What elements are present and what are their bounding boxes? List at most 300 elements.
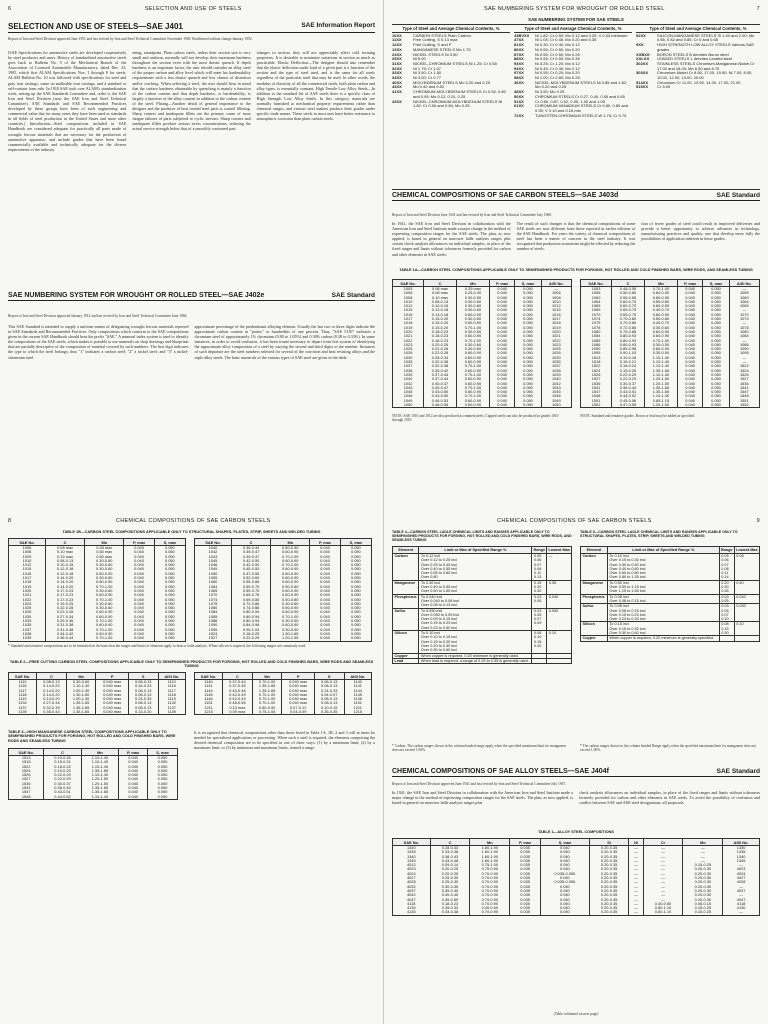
table-cell: 0.050 xyxy=(340,550,371,554)
table-cell: 0.30-0.60 xyxy=(85,576,124,580)
table-cell: 0.60-0.90 xyxy=(644,330,677,334)
table-cell: 1005 xyxy=(393,287,424,292)
table-cell: 0.70-0.90 xyxy=(470,898,510,902)
table-cell: 0.25-0.40 xyxy=(456,291,489,295)
table-cell: 1522 xyxy=(729,364,759,368)
table-cell: 0.75-1.00 xyxy=(470,863,510,867)
table-cell: 0.040 xyxy=(677,343,702,347)
table-cell: 0.72-0.86 xyxy=(231,602,270,606)
table-cell: 1023 xyxy=(9,602,46,606)
table-cell: — xyxy=(729,356,759,360)
table-cell: 1141 xyxy=(195,684,223,688)
table-cell: 0.050 xyxy=(515,287,541,292)
table-cell: 0.040 xyxy=(489,334,514,338)
ladle-limits-table xyxy=(580,546,760,642)
page-number: 7 xyxy=(756,6,760,12)
table-cell xyxy=(547,658,572,663)
table-cell: 0.035 xyxy=(510,893,541,897)
table-cell: 0.10-0.15 xyxy=(314,706,344,710)
steel-code: 12XX xyxy=(392,42,402,48)
table-cell: 0.050 xyxy=(703,287,729,292)
table-cell: 0.040 xyxy=(677,386,702,390)
numbering-system-table xyxy=(392,24,760,190)
table-cell: 0.47-0.55 xyxy=(231,572,270,576)
table-cell: 0.040 xyxy=(310,606,340,610)
table-cell: — xyxy=(643,880,683,884)
table-cell: 0.60-0.90 xyxy=(85,632,124,636)
steel-code: 302XX xyxy=(636,60,649,66)
table-cell: 1015 xyxy=(393,308,424,312)
body-column: This SAE Standard is intended to supply a uniform means of designating wrought ferrous materials reported in SAE Standards and Recommended Practices. Only compositions which conform to the SAE compositions given in the current SAE Handbook should bear the prefix "SAE." A numeral index system is used to identify the compositions of the SAE steels, which makes it possible to use numerals on shop drawings and blueprints that are partially descriptive of the composition of material covered by such numbers. The first digit indicates the type to which the steel belongs; thus "1" indicates a carbon steel; "2" a nickel steel; and "3" a nickel-chromium steel. xyxy=(8,324,189,360)
table-row xyxy=(393,658,572,663)
table-cell: 0.040 xyxy=(124,610,154,614)
table-cell: 0.040 xyxy=(677,300,702,304)
table-cell: 1552 xyxy=(729,403,759,408)
table-cell: 0.60-0.90 xyxy=(271,559,310,563)
table-cell: 0.050 xyxy=(703,308,729,312)
table-cell: 4037 xyxy=(393,889,431,893)
table-cell: 1526 xyxy=(581,373,612,377)
table-cell: 1017 xyxy=(393,317,424,321)
element-name: Sulfur xyxy=(581,604,608,622)
steel-code: 34XX xyxy=(392,75,402,81)
table-cell: 0.60-0.90 xyxy=(85,610,124,614)
table-cell: 0.040 xyxy=(489,390,514,394)
table-cell: 0.42-0.49 xyxy=(223,697,253,701)
table-cell: 1146 xyxy=(195,697,223,701)
table-cell: 4047 xyxy=(393,898,431,902)
table-cell: 0.08-0.13 xyxy=(128,706,158,710)
table-cell: 0.40-0.48 xyxy=(223,689,253,693)
table-cell: 0.30-0.60 xyxy=(456,308,489,312)
table-cell: 0.70-1.00 xyxy=(85,628,124,632)
column-header: Ni xyxy=(629,839,643,846)
table-cell: 0.040 xyxy=(119,765,148,769)
table-cell: 0.040 xyxy=(310,559,340,563)
table-cell: 1078 xyxy=(195,602,232,606)
table-cell: — xyxy=(729,287,759,292)
table-cell: 0.80-0.93 xyxy=(612,343,645,347)
table-cell: 1119 xyxy=(9,697,37,701)
body-column: In 1941, the SAE Iron and Steel Division in collaboration with the American Iron and Steel Institute made a major change in the method of expressing composition ranges for the SAE steels. The plan, as now applied, is based in general on narrower ladle analysis ranges plus xyxy=(392,790,573,806)
element-name: Carbon xyxy=(581,554,608,581)
table-cell: 0.040 xyxy=(310,610,340,614)
steel-type: NICKEL STEELS Ni 3.50 xyxy=(413,51,458,57)
column-header: SAE No. xyxy=(9,673,37,680)
table-cell: 0.20-0.30 xyxy=(683,893,723,897)
table-cell: 0.035 xyxy=(510,863,541,867)
table-cell: 0.60-0.90 xyxy=(456,360,489,364)
table-cell: 1042 xyxy=(541,382,571,386)
table-cell: 1026 xyxy=(9,610,46,614)
table-cell: 0.040 xyxy=(489,330,514,334)
table-cell: 0.60-0.90 xyxy=(456,313,489,317)
table-cell: 0.050 xyxy=(340,623,371,627)
table-cell: 0.040 max xyxy=(96,706,128,710)
table-cell xyxy=(719,636,734,641)
table-cell: 0.15 max xyxy=(45,555,84,559)
body-columns xyxy=(392,221,760,265)
body-column: approximate percentage of the predominant alloying element. Usually the last two or three digits indicate the approximate carbon content in "points" or hundredths of one percent. Thus, "SAE 5130" indicates a chromium steel of approximately 1% chromium (0.80 to 1.05%) and 0.30% carbon (0.28 to 0.33%). In some instances, in order to avoid confusion, it has been found necessary to depart from this system of identifying the approximate alloy composition of a steel by varying the second and third digits of the number. Instances of such departure are the steel numbers selected for several of the corrosion and heat resisting alloys and the triple alloy steels. The basic numerals of the various types of SAE steel are given in the table. xyxy=(194,324,375,360)
table-cell: 1.60-1.90 xyxy=(470,855,510,859)
steel-code: 50XX xyxy=(514,93,524,99)
table-cell: 0.040 xyxy=(310,546,340,551)
table-cell: 0.43-0.51 xyxy=(612,390,645,394)
table-cell: 0.17-0.23 xyxy=(45,593,84,597)
table-cell: 0.60-0.90 xyxy=(644,296,677,300)
table-cell: 1018 xyxy=(393,321,424,325)
table-cell: 0.040 xyxy=(124,619,154,623)
table-cell: 0.040 xyxy=(677,369,702,373)
table-footnote: * The carbon ranges shown in the column headed Range apply when the specified maximum limit for manganese does not exceed 1.00%. xyxy=(580,744,757,753)
table-cell: 1526 xyxy=(729,373,759,377)
table-cell: — xyxy=(629,867,643,871)
steel-type: NICKEL-CHROMIUM STEELS Ni 1.25; Cr 0.65 xyxy=(413,60,497,66)
table-cell: 0.50-0.60 xyxy=(612,291,645,295)
table-cell: 0.70-0.80 xyxy=(612,317,645,321)
table-cell: 0.040 xyxy=(677,291,702,295)
column-header: P, max xyxy=(119,749,148,756)
table-cell: 1335 xyxy=(393,850,431,854)
page-6 xyxy=(0,0,384,512)
table-cell: 0.040 xyxy=(310,593,340,597)
table-cell: 0.80-0.93 xyxy=(612,339,645,343)
table-cell: 0.50 max xyxy=(85,550,124,554)
table-cell: 0.20-0.25 xyxy=(430,872,470,876)
table-cell: 0.60-0.90 xyxy=(456,403,489,408)
table-cell: 1086 xyxy=(195,619,232,623)
table-cell: 1008 xyxy=(541,296,571,300)
table-cell: 1037 xyxy=(541,364,571,368)
element-name: Manganese xyxy=(581,580,608,594)
table-cell: 0.040 xyxy=(677,373,702,377)
table-cell: 0.08-0.13 xyxy=(314,684,344,688)
table-cell: 1030 xyxy=(9,615,46,619)
table-cell: 1040 xyxy=(195,546,232,551)
table-cell: 0.60-0.90 xyxy=(456,377,489,381)
table-cell: 1006 xyxy=(9,546,46,551)
steel-type: Ni 5.00 xyxy=(413,56,426,62)
table-cell: 0.040 xyxy=(541,859,590,863)
table-cell: 0.050 xyxy=(340,563,371,567)
bottom-spread xyxy=(0,512,768,1024)
table-cell: 0.20-0.35 xyxy=(589,885,629,889)
table-cell: 1065 xyxy=(581,304,612,308)
table-cell: 0.040 xyxy=(124,589,154,593)
column-header: Limit or Max of Specified Range % xyxy=(419,547,532,554)
table-cell: 0.08 max xyxy=(45,546,84,551)
table-cell: 0.20-0.30 xyxy=(683,898,723,902)
table-cell: 0.10-0.16 xyxy=(44,756,81,761)
table-cell: 0.050 xyxy=(515,351,541,355)
table-cell: 1144 xyxy=(195,689,223,693)
steel-code: XXBXX xyxy=(636,51,650,57)
table-cell: 0.35 xyxy=(547,580,572,594)
table-cell: When copper is required, 0.20 minimum is generally specified. xyxy=(607,636,719,641)
table-cell: 0.20-0.30 xyxy=(683,880,723,884)
table-cell: 1045 xyxy=(195,559,232,563)
table-cell: 0.10-0.16 xyxy=(612,356,645,360)
column-header: Mn xyxy=(271,539,310,546)
table-cell: 0.10-0.15 xyxy=(424,304,457,308)
table-cell: 0.08 0.15 0.30 xyxy=(719,622,734,636)
table-cell: 0.050 xyxy=(515,347,541,351)
table-cell: 0.040 xyxy=(124,623,154,627)
table-cell: 1018 xyxy=(9,580,46,584)
table-cell: 0.040 xyxy=(677,382,702,386)
table-cell: 1119 xyxy=(158,697,185,701)
table-cell: 0.30-0.50 xyxy=(644,351,677,355)
table-cell: 0.040 xyxy=(677,334,702,338)
table-cell: 0.050 xyxy=(154,585,185,589)
table-cell: 0.040 xyxy=(124,555,154,559)
table-footnote: * Carbon. The carbon ranges shown in the column headed range apply when the specified maximum limit for manganese does not exceed 1.00%. xyxy=(392,744,567,753)
table-cell: 1.00-1.30 xyxy=(66,689,96,693)
running-head-title: CHEMICAL COMPOSITIONS OF SAE CARBON STEELS xyxy=(497,518,652,524)
table-cell: 0.040 xyxy=(119,790,148,794)
table-cell: 0.18-0.25 xyxy=(231,632,270,636)
table-cell: 1518 xyxy=(9,760,44,764)
table-cell: 0.050 xyxy=(515,317,541,321)
table-cell: 1118 xyxy=(158,693,185,697)
table-cell: 0.050 xyxy=(340,602,371,606)
table-cell: 1541 xyxy=(729,386,759,390)
table-cell: 1070 xyxy=(729,313,759,317)
table-cell: 0.040 xyxy=(489,360,514,364)
table-cell: 0.035 xyxy=(510,876,541,880)
table-cell: 1541 xyxy=(9,786,44,790)
table-cell: 1016 xyxy=(393,313,424,317)
table-cell: 0.20-0.35 xyxy=(589,910,629,915)
table-cell: 0.45-0.56 xyxy=(612,399,645,403)
table-cell: 1060 xyxy=(195,580,232,584)
table-cell: 0.20-0.30 xyxy=(683,889,723,893)
table-cell: 0.65-0.76 xyxy=(231,593,270,597)
table-cell: 0.44-0.52 xyxy=(612,394,645,398)
table-cell: 4042 xyxy=(393,893,431,897)
table-cell: 0.050 xyxy=(515,330,541,334)
table-cell: 4135 xyxy=(393,910,431,915)
column-header: AISI No. xyxy=(158,673,185,680)
table-cell: 1132 xyxy=(9,701,37,705)
table-cell: 0.40-0.70 xyxy=(644,308,677,312)
table-cell: 0.32-0.38 xyxy=(424,360,457,364)
steel-type: Mo 0.40 and 0.52 xyxy=(413,84,445,90)
body-column: It is recognized that chemical compositions other than those listed in Table 1A, 1B, 2 and 3 will at times be needed for specialized applications or processing. When such a steel is required, the elements comprising the desired chemical composition are to be specified in one of three ways: (1) by a minimum limit; (2) by a maximum limit; or (3) by minimum and maximum limits, termed a range. xyxy=(194,730,375,751)
steel-code: 9XX xyxy=(636,42,644,48)
page-number: 9 xyxy=(756,518,760,524)
table-cell: To 0.10 incl Over 0.10 to 0.15 incl Over 0.15 to 0.20 incl Over 0.20 to 0.30 incl Over 0.30 to 0.60 incl xyxy=(419,631,532,653)
table-cell: — xyxy=(723,863,760,867)
table-cell: 1085 xyxy=(581,339,612,343)
table-cell: 0.70-1.00 xyxy=(456,386,489,390)
table-cell: 0.03 0.05 0.07 0.10 xyxy=(719,604,734,622)
table-cell: 0.46-0.53 xyxy=(424,399,457,403)
table-cell: 1046 xyxy=(393,394,424,398)
table-cell: 1008 xyxy=(9,550,46,554)
sys-column-3 xyxy=(636,27,760,90)
table-cell: 0.13-0.20 xyxy=(128,710,158,715)
table-cell: 0.050 xyxy=(703,382,729,386)
table-cell: 0.035 xyxy=(510,902,541,906)
table-cell: 0.27-0.34 xyxy=(45,615,84,619)
table-cell: 0.050 xyxy=(340,632,371,636)
table-cell: 0.040 xyxy=(124,550,154,554)
table-cell: 0.040 xyxy=(310,585,340,589)
table-cell: 1023 xyxy=(541,343,571,347)
table-cell: — xyxy=(643,889,683,893)
table-cell: 0.55-0.66 xyxy=(231,580,270,584)
table-cell: 0.050 xyxy=(340,567,371,571)
table-cell: 0.050 xyxy=(154,598,185,602)
table-cell: 0.35-0.43 xyxy=(37,710,67,715)
table-cell: 1064 xyxy=(195,585,232,589)
column-header: P, max xyxy=(489,280,514,287)
table-cell: 0.20-0.35 xyxy=(589,872,629,876)
table-cell: 0.14-0.20 xyxy=(45,580,84,584)
table-cell: 0.050 xyxy=(148,756,178,761)
table-cell: 1151 xyxy=(195,701,223,705)
table-cell: 0.035 xyxy=(510,889,541,893)
table-cell: 0.32-0.39 xyxy=(37,706,67,710)
table-cell: — xyxy=(683,846,723,851)
table-cell: 1046 xyxy=(195,563,232,567)
table-cell: 0.60-0.90 xyxy=(644,313,677,317)
table-cell: 0.040 xyxy=(541,846,590,851)
table-cell: 0.40-0.70 xyxy=(644,321,677,325)
table-row xyxy=(9,710,186,715)
table-cell: 1095 xyxy=(195,628,232,632)
table-cell: 1.20-1.50 xyxy=(644,382,677,386)
steel-type: TUNGSTEN-CHROMIUM STEELS W 1.75; Cr 0.75 xyxy=(535,112,627,118)
table-cell: 1012 xyxy=(393,304,424,308)
table-cell: 1084 xyxy=(729,334,759,338)
table-cell: 1045 xyxy=(393,390,424,394)
table-cell: 1524 xyxy=(581,369,612,373)
table-cell: 0.040 xyxy=(489,343,514,347)
column-header: S, max xyxy=(541,839,590,846)
table-cell: 0.52-0.60 xyxy=(231,576,270,580)
table-cell: 1215 xyxy=(195,710,223,715)
table-cell: 1536 xyxy=(729,382,759,386)
table-cell: 1340 xyxy=(393,855,431,859)
table-cell: 1026 xyxy=(541,351,571,355)
table-cell: 0.040 xyxy=(489,386,514,390)
table-cell: 0.80-1.10 xyxy=(643,910,683,915)
table-cell: 0.20-0.35 xyxy=(589,855,629,859)
table-row xyxy=(195,636,372,641)
table-cell: 1050 xyxy=(393,403,424,408)
steel-code: 93XX xyxy=(514,60,524,66)
table-cell: 0.40-0.45 xyxy=(430,893,470,897)
table-cell: — xyxy=(643,898,683,902)
table-cell: 0.040 xyxy=(489,313,514,317)
table-cell: 0.040 xyxy=(677,377,702,381)
table-cell: 0.85-0.98 xyxy=(612,347,645,351)
element-name: Copper xyxy=(581,636,608,641)
table-cell: 0.22-0.29 xyxy=(44,777,81,781)
table-cell: 0.74-0.88 xyxy=(231,606,270,610)
table-cell: 1084 xyxy=(581,334,612,338)
table-cell: 1055 xyxy=(581,291,612,295)
table-cell: 1095 xyxy=(729,351,759,355)
table-cell: 1050 xyxy=(541,403,571,408)
table-cell: 0.050 xyxy=(148,777,178,781)
table-cell: 0.040 xyxy=(310,602,340,606)
section-title-text: CHEMICAL COMPOSITIONS OF SAE ALLOY STEELS—SAE J404f xyxy=(392,768,609,775)
table-cell: 0.30-0.60 xyxy=(271,602,310,606)
column-header: Mn xyxy=(470,839,510,846)
table-cell: 1006 xyxy=(393,291,424,295)
table-cell: 1012 xyxy=(9,563,46,567)
table-cell: 0.80-0.93 xyxy=(612,334,645,338)
table-cell: 1020 xyxy=(541,330,571,334)
table-cell: — xyxy=(629,910,643,915)
table-cell: 1527 xyxy=(195,636,232,641)
table-cell: 1139 xyxy=(158,710,185,715)
table-cell: 0.25-0.30 xyxy=(430,876,470,880)
table-cell: 1.20-1.50 xyxy=(644,377,677,381)
table-cell: 0.040 xyxy=(310,632,340,636)
table-cell: 0.050 xyxy=(154,593,185,597)
table-cell: 1.35-1.65 xyxy=(644,386,677,390)
table-cell: 0.040 xyxy=(310,576,340,580)
table-cell: 0.10 xyxy=(734,622,759,636)
table-cell: 0.18-0.23 xyxy=(430,902,470,906)
table-cell: 1064 xyxy=(581,300,612,304)
table-cell: 0.050 xyxy=(148,760,178,764)
table-cell: 0.040 xyxy=(489,399,514,403)
table-cell: 0.035 xyxy=(510,906,541,910)
table-cell: 1039 xyxy=(393,373,424,377)
page-number: 6 xyxy=(8,6,12,12)
steel-code: 61XX xyxy=(514,103,524,109)
table-cell: 0.70-0.90 xyxy=(470,867,510,871)
table-cell: 1522 xyxy=(9,765,44,769)
table-cell: 0.30-0.50 xyxy=(271,619,310,623)
table-cell: 0.040 xyxy=(310,572,340,576)
table-cell: 0.050 xyxy=(515,386,541,390)
table-cell: 4037 xyxy=(723,889,760,893)
table-cell: 0.80-1.10 xyxy=(643,906,683,910)
table-cell: 1513 xyxy=(9,756,44,761)
steel-code: 515XX xyxy=(636,84,649,90)
composition-table xyxy=(580,279,760,408)
steel-type: Chromium Cr 11.00, 12.50, 14.00, 17.00, 21.00 xyxy=(657,79,741,85)
table-cell: 0.48-0.55 xyxy=(612,287,645,292)
table-cell: 1.60-1.90 xyxy=(470,859,510,863)
table-cell: 0.84-0.98 xyxy=(231,623,270,627)
steel-code: 98XX xyxy=(514,75,524,81)
table-row xyxy=(393,631,572,653)
column-header: S xyxy=(314,673,344,680)
table-cell: 0.30-0.60 xyxy=(85,559,124,563)
table-cell: 0.14-0.20 xyxy=(37,684,67,688)
table-cell: 0.040 xyxy=(310,628,340,632)
table-cell: 1132 xyxy=(158,701,185,705)
table-cell: 0.050 xyxy=(703,339,729,343)
steel-type: BORON STEELS B denotes Boron steel xyxy=(657,51,729,57)
table-cell: 1043 xyxy=(195,555,232,559)
table-cell: 1050 xyxy=(195,572,232,576)
element-name: Sulfur xyxy=(393,608,419,630)
table-cell: 1211 xyxy=(344,706,371,710)
table-cell: 1330 xyxy=(723,846,760,851)
section-badge: SAE Standard xyxy=(331,292,375,299)
table-cell: 0.040 max xyxy=(96,680,128,685)
table-cell: 1074 xyxy=(581,317,612,321)
table-cell: — xyxy=(683,859,723,863)
